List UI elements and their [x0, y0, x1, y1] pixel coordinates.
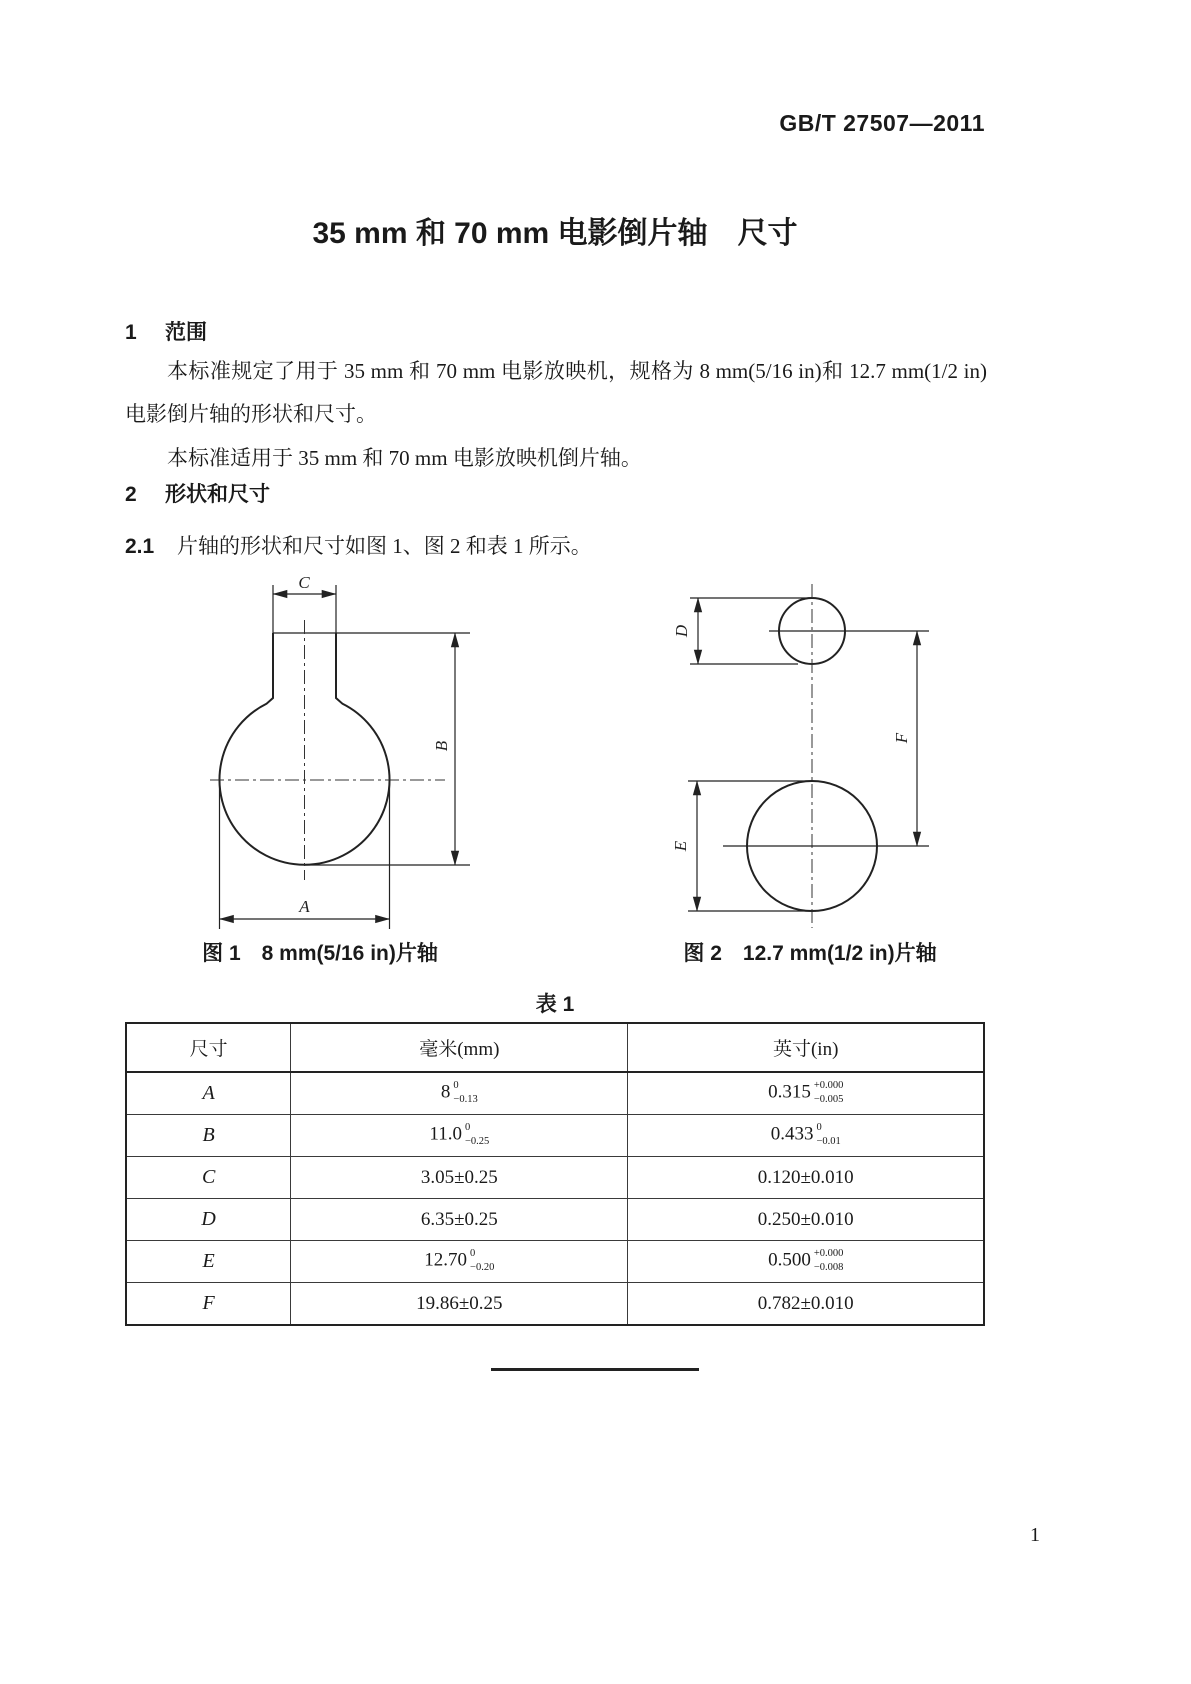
dim-label-f: F	[892, 732, 911, 744]
column-header-inch: 英寸(in)	[628, 1023, 984, 1072]
standard-code: GB/T 27507—2011	[779, 110, 985, 136]
dimension-table	[125, 1022, 985, 1326]
section-1-heading	[125, 316, 207, 346]
mm-value: 19.86±0.25	[291, 1283, 628, 1326]
scope-paragraph-2: 本标准适用于 35 mm 和 70 mm 电影放映机倒片轴。	[167, 446, 642, 470]
dim-name: A	[126, 1072, 291, 1115]
end-of-text-rule	[491, 1368, 699, 1371]
inch-value: 0.315 +0.000 −0.005	[628, 1072, 984, 1115]
figure-2-caption: 图 2 12.7 mm(1/2 in)片轴	[683, 942, 937, 965]
figure-1-caption: 图 1 8 mm(5/16 in)片轴	[202, 942, 438, 965]
mm-value: 8 0 −0.13	[291, 1072, 628, 1115]
scope-paragraph-1: 本标准规定了用于 35 mm 和 70 mm 电影放映机，规格为 8 mm(5/16 in)和 12.7 mm(1/2 in)电影倒片轴的形状和尺寸。	[125, 359, 987, 426]
table-header-row	[126, 1023, 984, 1072]
document-title: 35 mm 和 70 mm 电影倒片轴 尺寸	[312, 217, 798, 250]
table-row-f	[126, 1283, 984, 1326]
figure-2	[620, 546, 1000, 967]
table-row-d	[126, 1199, 984, 1241]
column-header-dimension: 尺寸	[126, 1023, 291, 1072]
clause-2-1-text: 片轴的形状和尺寸如图 1、图 2 和表 1 所示。	[177, 534, 592, 558]
inch-value: 0.433 0 −0.01	[628, 1115, 984, 1157]
table-row-b	[126, 1115, 984, 1157]
inch-value: 0.250±0.010	[628, 1199, 984, 1241]
column-header-mm: 毫米(mm)	[291, 1023, 628, 1072]
section-2-title: 形状和尺寸	[165, 483, 270, 506]
mm-value: 12.70 0 −0.20	[291, 1241, 628, 1283]
section-1-title: 范围	[165, 321, 207, 344]
table-row-c	[126, 1157, 984, 1199]
mm-value: 3.05±0.25	[291, 1157, 628, 1199]
mm-value: 11.0 0 −0.25	[291, 1115, 628, 1157]
dim-label-b: B	[432, 740, 451, 752]
inch-value: 0.120±0.010	[628, 1157, 984, 1199]
section-2-heading	[125, 478, 270, 508]
dim-label-e: E	[671, 840, 690, 852]
dim-name: C	[126, 1157, 291, 1199]
dim-name: B	[126, 1115, 291, 1157]
section-1-number: 1	[125, 321, 137, 344]
dim-label-c: C	[298, 573, 310, 592]
table-1-title: 表 1	[535, 993, 575, 1016]
table-row-a	[126, 1072, 984, 1115]
clause-2-1-number: 2.1	[125, 535, 155, 558]
inch-value: 0.500 +0.000 −0.008	[628, 1241, 984, 1283]
table-row-e	[126, 1241, 984, 1283]
mm-value: 6.35±0.25	[291, 1199, 628, 1241]
dim-name: E	[126, 1241, 291, 1283]
dim-label-d: D	[672, 624, 691, 638]
figure-1	[150, 546, 490, 967]
inch-value: 0.782±0.010	[628, 1283, 984, 1326]
figure-2-drawing	[620, 546, 1000, 931]
section-2-number: 2	[125, 483, 137, 506]
dim-label-a: A	[299, 897, 310, 916]
dim-name: D	[126, 1199, 291, 1241]
figure-1-drawing	[150, 546, 490, 931]
page-number: 1	[1030, 1524, 1040, 1546]
dim-name: F	[126, 1283, 291, 1326]
